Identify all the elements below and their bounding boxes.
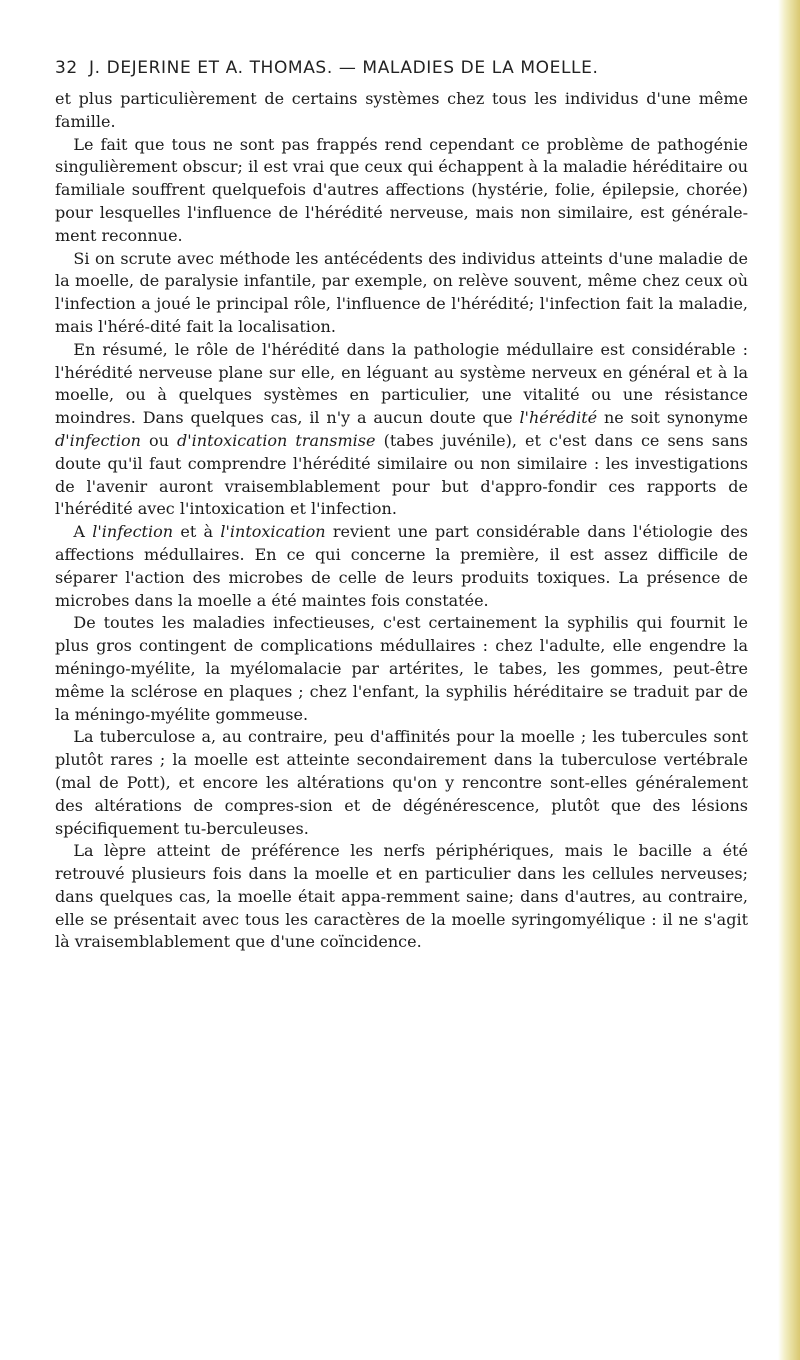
text-run: En résumé, le rôle de l'hérédité dans la pathologie médullaire est considérable : l'hérédité nerveuse plane sur elle, en léguant au système nerveux en général et à la moelle, ou à quelques systèmes en particulier, une vitalité ou une résistance moindres. Dans quelques cas, il n'y a aucun doute que	[55, 339, 748, 428]
paragraph-continuation: et plus particulièrement de certains systèmes chez tous les individus d'une même famille.	[55, 89, 748, 131]
italic-term: l'infection	[92, 522, 174, 542]
page-number: 32	[55, 58, 78, 78]
text-run: A	[73, 522, 93, 542]
paragraph-infection	[55, 521, 748, 612]
text-run: et à	[173, 522, 221, 542]
running-title: J. DEJERINE ET A. THOMAS. — MALADIES DE LA MOELLE.	[89, 58, 599, 78]
text-run: revient une part considérable dans l'étiologie des affections médullaires. En ce qui concerne la première, il est assez difficile de séparer l'action des microbes de celle de leurs produits toxiques. La présence de microbes dans la moelle a été maintes fois constatée.	[55, 522, 749, 610]
paragraph-syphilis: De toutes les maladies infectieuses, c'est certainement la syphilis qui fournit le plus gros contingent de complications médullaires : chez l'adulte, elle engendre la méningo-myélite, la myélomalacie par artérites, le tabes, les gommes, peut-être même la sclérose en plaques ; chez l'enfant, la syphilis héréditaire se traduit par de la méningo-myélite gommeuse.	[55, 613, 748, 724]
italic-term: d'infection	[55, 430, 141, 450]
text-run: (tabes juvénile), et c'est dans ce sens sans doute qu'il faut comprendre l'hérédité similaire ou non similaire : les investigations de l'avenir auront vraisemblablement pour but d'appro-fondir ces rapports de l'hérédité avec l'intoxication et l'infection.	[55, 430, 749, 519]
text-run: ou	[140, 430, 178, 450]
paragraph-tuberculose: La tuberculose a, au contraire, peu d'affinités pour la moelle ; les tubercules sont plutôt rares ; la moelle est atteinte secondairement dans la tuberculose vertébrale (mal de Pott), et encore les altérations qu'on y rencontre sont-elles généralement des altérations de compres-sion et de dégénérescence, plutôt que des lésions spécifiquement tu-berculeuses.	[55, 727, 748, 838]
italic-term: d'intoxication transmise	[177, 430, 376, 450]
paragraph-resume	[55, 339, 748, 521]
italic-term: l'intoxication	[220, 522, 326, 542]
page-body	[55, 88, 748, 954]
text-run: ne soit synonyme	[597, 408, 748, 428]
page-edge	[778, 0, 800, 1360]
paragraph-antecedents: Si on scrute avec méthode les antécédents des individus atteints d'une maladie de la moelle, de paralysie infantile, par exemple, on relève souvent, même chez ceux où l'infection a joué le principal rôle, l'influence de l'hérédité; l'infection fait la maladie, mais l'héré-dité fait la localisation.	[55, 248, 748, 336]
paragraph-pathogenie: Le fait que tous ne sont pas frappés rend cependant ce problème de pathogénie singulièrement obscur; il est vrai que ceux qui échappent à la maladie héréditaire ou familiale souffrent quelquefois d'autres affections (hystérie, folie, épilepsie, chorée) pour lesquelles l'influence de l'hérédité nerveuse, mais non similaire, est générale-ment reconnue.	[55, 134, 748, 245]
paragraph-lepre: La lèpre atteint de préférence les nerfs périphériques, mais le bacille a été retrouvé plusieurs fois dans la moelle et en particulier dans les cellules nerveuses; dans quelques cas, la moelle était appa-remment saine; dans d'autres, au contraire, elle se présentait avec tous les caractères de la moelle syringomyélique : il ne s'agit là vraisemblablement que d'une coïncidence.	[55, 841, 748, 952]
italic-term: l'hérédité	[519, 408, 598, 428]
running-header	[55, 58, 755, 78]
